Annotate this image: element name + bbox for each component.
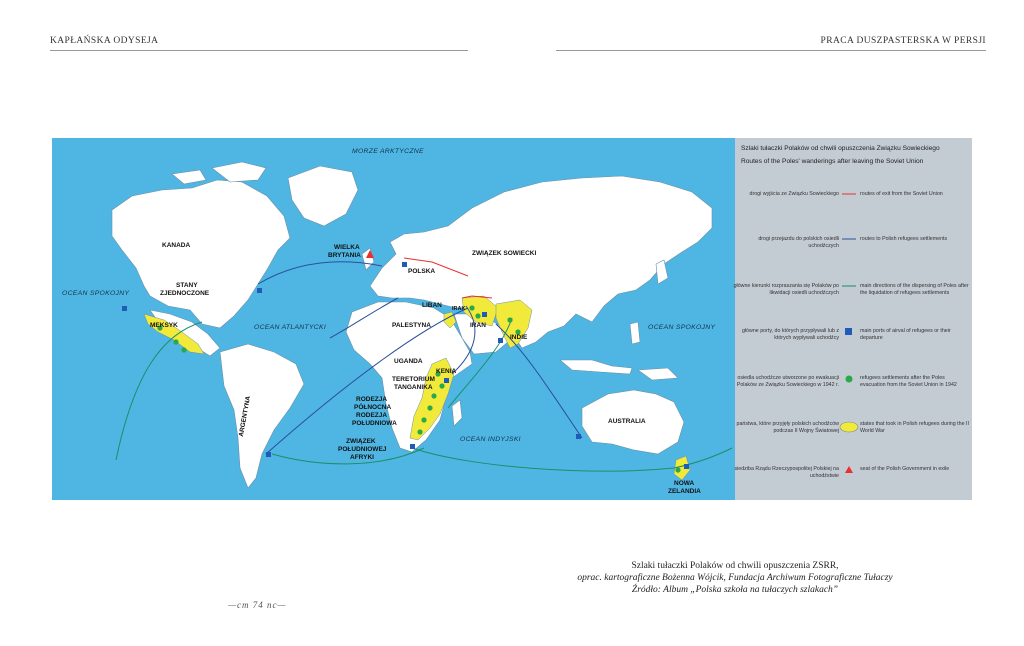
legend-label-en: routes to Polish refugees settlements: [860, 236, 948, 242]
british-isles-shape: [362, 248, 374, 270]
label-irak: IRAK: [452, 306, 466, 312]
legend-label-pl: państwa, które przyjęły polskich uchodźców podczas II Wojny Światowej: [736, 421, 839, 434]
ocean-label-atlantic: OCEAN ATLANTYCKI: [254, 324, 327, 331]
label-usa-line1: STANY: [176, 282, 198, 289]
map-legend: [735, 138, 972, 500]
world-map: [52, 138, 735, 500]
label-usa-line2: ZJEDNOCZONE: [160, 290, 210, 297]
japan-shape: [656, 260, 668, 284]
new-guinea-shape: [638, 368, 678, 380]
label-uganda: UGANDA: [394, 358, 423, 365]
caption-line-2: oprac. kartograficzne Bożenna Wójcik, Fundacja Archiwum Fotograficzne Tułaczy: [577, 573, 893, 583]
legend-title-en: Routes of the Poles' wanderings after leaving the Soviet Union: [741, 158, 924, 165]
label-nowa-zelandia-line2: ZELANDIA: [668, 488, 701, 495]
ocean-label-arctic: MORZE ARKTYCZNE: [352, 148, 424, 155]
header-rule-left: [50, 50, 468, 51]
legend-label-en: seat of the Polish Government in exile: [860, 466, 950, 472]
legend-label-en: main directions of the dispersing of Poles after the liquidation of refugees settlements: [860, 283, 969, 296]
label-terytorium-line1: TERETORIUM: [392, 376, 435, 383]
port-marker: [576, 434, 581, 439]
south-america-shape: [220, 344, 304, 488]
label-liban: LIBAN: [422, 302, 442, 309]
legend-label-pl: główne kierunki rozpraszania się Polaków po likwidacji osiedli uchodźczych: [733, 283, 839, 296]
label-nowa-zelandia-line1: NOWA: [674, 480, 695, 487]
ocean-label-indian: OCEAN INDYJSKI: [460, 436, 521, 443]
legend-label-pl: drogi wyjścia ze Związku Sowieckiego: [749, 191, 839, 197]
legend-label-en: refugees settlements after the Poles evacuation from the Soviet Union in 1942: [860, 375, 957, 388]
running-header-right: PRACA DUSZPASTERSKA W PERSJI: [820, 36, 986, 46]
page-ornament-right: nc—: [263, 600, 287, 610]
port-marker: [498, 338, 503, 343]
settlement-marker: [675, 467, 680, 472]
label-rodezja-pn-line1: RODEZJA: [356, 396, 388, 403]
settlement-marker: [431, 393, 436, 398]
arctic-islands-shape-2: [172, 170, 206, 184]
label-rpa-line1: ZWIĄZEK: [346, 438, 376, 445]
legend-title-pl: Szlaki tułaczki Polaków od chwili opuszczenia Związku Sowieckiego: [741, 145, 940, 152]
legend-label-en: routes of exit from the Soviet Union: [860, 191, 943, 197]
indonesia-shape: [560, 360, 632, 374]
label-rodezja-pd-line2: POŁUDNIOWA: [352, 420, 397, 427]
settlement-marker: [417, 429, 422, 434]
ocean-label-pacific-east: OCEAN SPOKOJNY: [648, 324, 716, 331]
refugee-routes-map: [52, 138, 972, 500]
label-wielka-brytania-line1: WIELKA: [334, 244, 360, 251]
label-rpa-line2: POŁUDNIOWEJ: [338, 446, 387, 453]
settlement-marker: [421, 417, 426, 422]
label-australia: AUSTRALIA: [608, 418, 646, 425]
label-kenia: KENIA: [436, 368, 457, 375]
legend-label-pl: główne porty, do których przypływali lub z których wypływali uchodźcy: [741, 328, 839, 341]
madagascar-shape: [452, 400, 462, 426]
label-rpa-line3: AFRYKI: [350, 454, 374, 461]
philippines-shape: [630, 322, 640, 344]
page-number-value: 74: [252, 600, 264, 610]
legend-label-pl: drogi przejazdu do polskich osiedli uchodźczych: [758, 236, 839, 249]
legend-label-en: main ports of airval of refugees or their departure: [860, 328, 951, 341]
arctic-islands-shape: [212, 162, 266, 182]
route-settlement: [258, 262, 382, 284]
page-ornament-left: —cm: [228, 600, 253, 610]
label-palestyna: PALESTYNA: [392, 322, 431, 329]
red-line-icon: [842, 191, 856, 197]
green-line-icon: [842, 283, 856, 289]
label-argentyna: ARGENTYNA: [238, 395, 253, 438]
greenland-shape: [288, 166, 358, 226]
legend-label-pl: siedziba Rządu Rzeczypospolitej Polskiej na uchodźstwie: [734, 466, 839, 479]
settlement-marker: [173, 339, 178, 344]
port-marker: [684, 464, 689, 469]
label-kanada: KANADA: [162, 242, 191, 249]
port-marker: [122, 306, 127, 311]
settlement-marker: [507, 317, 512, 322]
label-rodezja-pn-line2: PÓŁNOCNA: [354, 404, 392, 411]
legend-label-pl: osiedla uchodźcze utworzone po ewakuacji Polaków ze Związku Sowieckiego w 1942 r.: [736, 375, 839, 388]
settlement-marker: [469, 305, 474, 310]
label-terytorium-line2: TANGANIKA: [394, 384, 433, 391]
label-rodezja-pd-line1: RODEZJA: [356, 412, 388, 419]
running-header-left: KAPŁAŃSKA ODYSEJA: [50, 36, 159, 46]
ocean-label-pacific-west: OCEAN SPOKOJNY: [62, 290, 130, 297]
settlement-dot-icon: [842, 375, 856, 383]
page-number: [228, 600, 287, 610]
port-marker: [402, 262, 407, 267]
label-polska: POLSKA: [408, 268, 436, 275]
world-map-drawing: [52, 138, 735, 500]
label-wielka-brytania-line2: BRYTANIA: [328, 252, 361, 259]
settlement-marker: [475, 313, 480, 318]
settlement-marker: [181, 347, 186, 352]
label-iran: IRAN: [470, 322, 486, 329]
label-indie: INDIE: [510, 334, 528, 341]
blue-line-icon: [842, 236, 856, 242]
port-square-icon: [842, 328, 856, 336]
host-state-blob-icon: [839, 421, 859, 433]
label-meksyk: MEKSYK: [150, 322, 178, 329]
caption-line-1: Szlaki tułaczki Polaków od chwili opuszczenia ZSRR,: [631, 561, 839, 571]
map-caption: [560, 560, 910, 596]
header-rule-right: [556, 50, 986, 51]
port-marker: [257, 288, 262, 293]
port-marker: [266, 452, 271, 457]
label-zwiazek-sowiecki: ZWIĄZEK SOWIECKI: [472, 250, 537, 257]
legend-label-en: states that took in Polish refugees during the II World War: [860, 421, 969, 434]
port-marker: [482, 312, 487, 317]
settlement-marker: [439, 383, 444, 388]
settlement-marker: [427, 405, 432, 410]
port-marker: [410, 444, 415, 449]
government-triangle-icon: [842, 466, 856, 474]
caption-line-3: Źródło: Album „Polska szkoła na tułaczych szlakach”: [631, 585, 839, 595]
port-marker: [444, 378, 449, 383]
north-america-shape: [112, 180, 290, 328]
